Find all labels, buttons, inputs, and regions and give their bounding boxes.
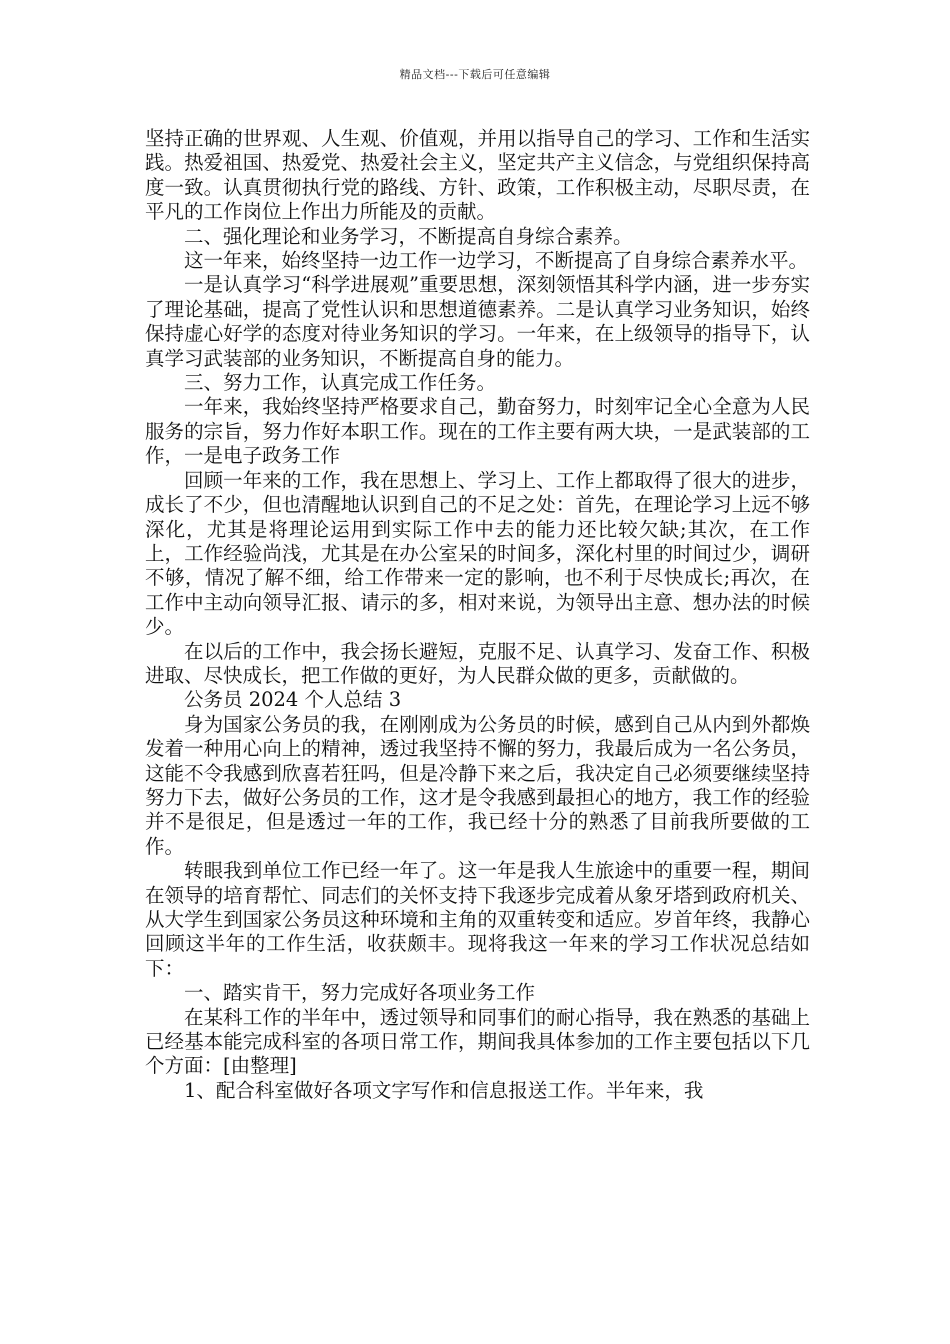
paragraph: 回顾一年来的工作，我在思想上、学习上、工作上都取得了很大的进步，成长了不少，但也清醒地认识到自己的不足之处：首先，在理论学习上远不够深化，尤其是将理论运用到实际工作中去的能力还比较欠缺;其次，在工作上，工作经验尚浅，尤其是在办公室呆的时间多，深化村里的时间过少，调研不够，情况了解不细，给工作带来一定的影响，也不利于尽快成长;再次，在工作中主动向领导汇报、请示的多，相对来说，为领导出主意、想办法的时候少。	[145, 468, 810, 639]
paragraph: 转眼我到单位工作已经一年了。这一年是我人生旅途中的重要一程，期间在领导的培育帮忙、同志们的关怀支持下我逐步完成着从象牙塔到政府机关、从大学生到国家公务员这种环境和主角的双重转变和适应。岁首年终，我静心回顾这半年的工作生活，收获颇丰。现将我这一年来的学习工作状况总结如下：	[145, 859, 810, 980]
section-heading: 三、努力工作，认真完成工作任务。	[184, 371, 497, 395]
paragraph: 一年来，我始终坚持严格要求自己，勤奋努力，时刻牢记全心全意为人民服务的宗旨，努力作好本职工作。现在的工作主要有两大块，一是武装部的工作，一是电子政务工作	[145, 395, 810, 468]
paragraph: 一是认真学习“科学进展观”重要思想，深刻领悟其科学内涵，进一步夯实了理论基础，提高了党性认识和思想道德素养。二是认真学习业务知识，始终保持虚心好学的态度对待业务知识的学习。一年来，在上级领导的指导下，认真学习武装部的业务知识，不断提高自身的能力。	[145, 273, 810, 370]
paragraph: 1、配合科室做好各项文字写作和信息报送工作。半年来，我	[184, 1078, 704, 1102]
paragraph: 身为国家公务员的我，在刚刚成为公务员的时候，感到自己从内到外都焕发着一种用心向上的精神，透过我坚持不懈的努力，我最后成为一名公务员，这能不令我感到欣喜若狂吗，但是冷静下来之后，我决定自己必须要继续坚持努力下去，做好公务员的工作，这才是令我感到最担心的地方，我工作的经验并不是很足，但是透过一年的工作，我已经十分的熟悉了目前我所要做的工作。	[145, 712, 810, 858]
paragraph: 在以后的工作中，我会扬长避短，克服不足、认真学习、发奋工作、积极进取、尽快成长，把工作做的更好，为人民群众做的更多，贡献做的。	[145, 639, 810, 687]
paragraph: 坚持正确的世界观、人生观、价值观，并用以指导自己的学习、工作和生活实践。热爱祖国、热爱党、热爱社会主义，坚定共产主义信念，与党组织保持高度一致。认真贯彻执行党的路线、方针、政策，工作积极主动，尽职尽责，在平凡的工作岗位上作出力所能及的贡献。	[145, 127, 810, 224]
page-header: 精品文档---下载后可任意编辑	[399, 68, 551, 81]
document-body	[145, 127, 810, 1103]
section-heading: 二、强化理论和业务学习，不断提高自身综合素养。	[184, 224, 633, 248]
section-heading: 一、踏实肯干，努力完成好各项业务工作	[184, 981, 536, 1005]
paragraph: 在某科工作的半年中，透过领导和同事们的耐心指导，我在熟悉的基础上已经基本能完成科室的各项日常工作，期间我具体参加的工作主要包括以下几个方面：[由整理]	[145, 1005, 810, 1078]
section-title: 公务员 2024 个人总结 3	[184, 688, 402, 712]
paragraph: 这一年来，始终坚持一边工作一边学习，不断提高了自身综合素养水平。	[184, 249, 809, 273]
